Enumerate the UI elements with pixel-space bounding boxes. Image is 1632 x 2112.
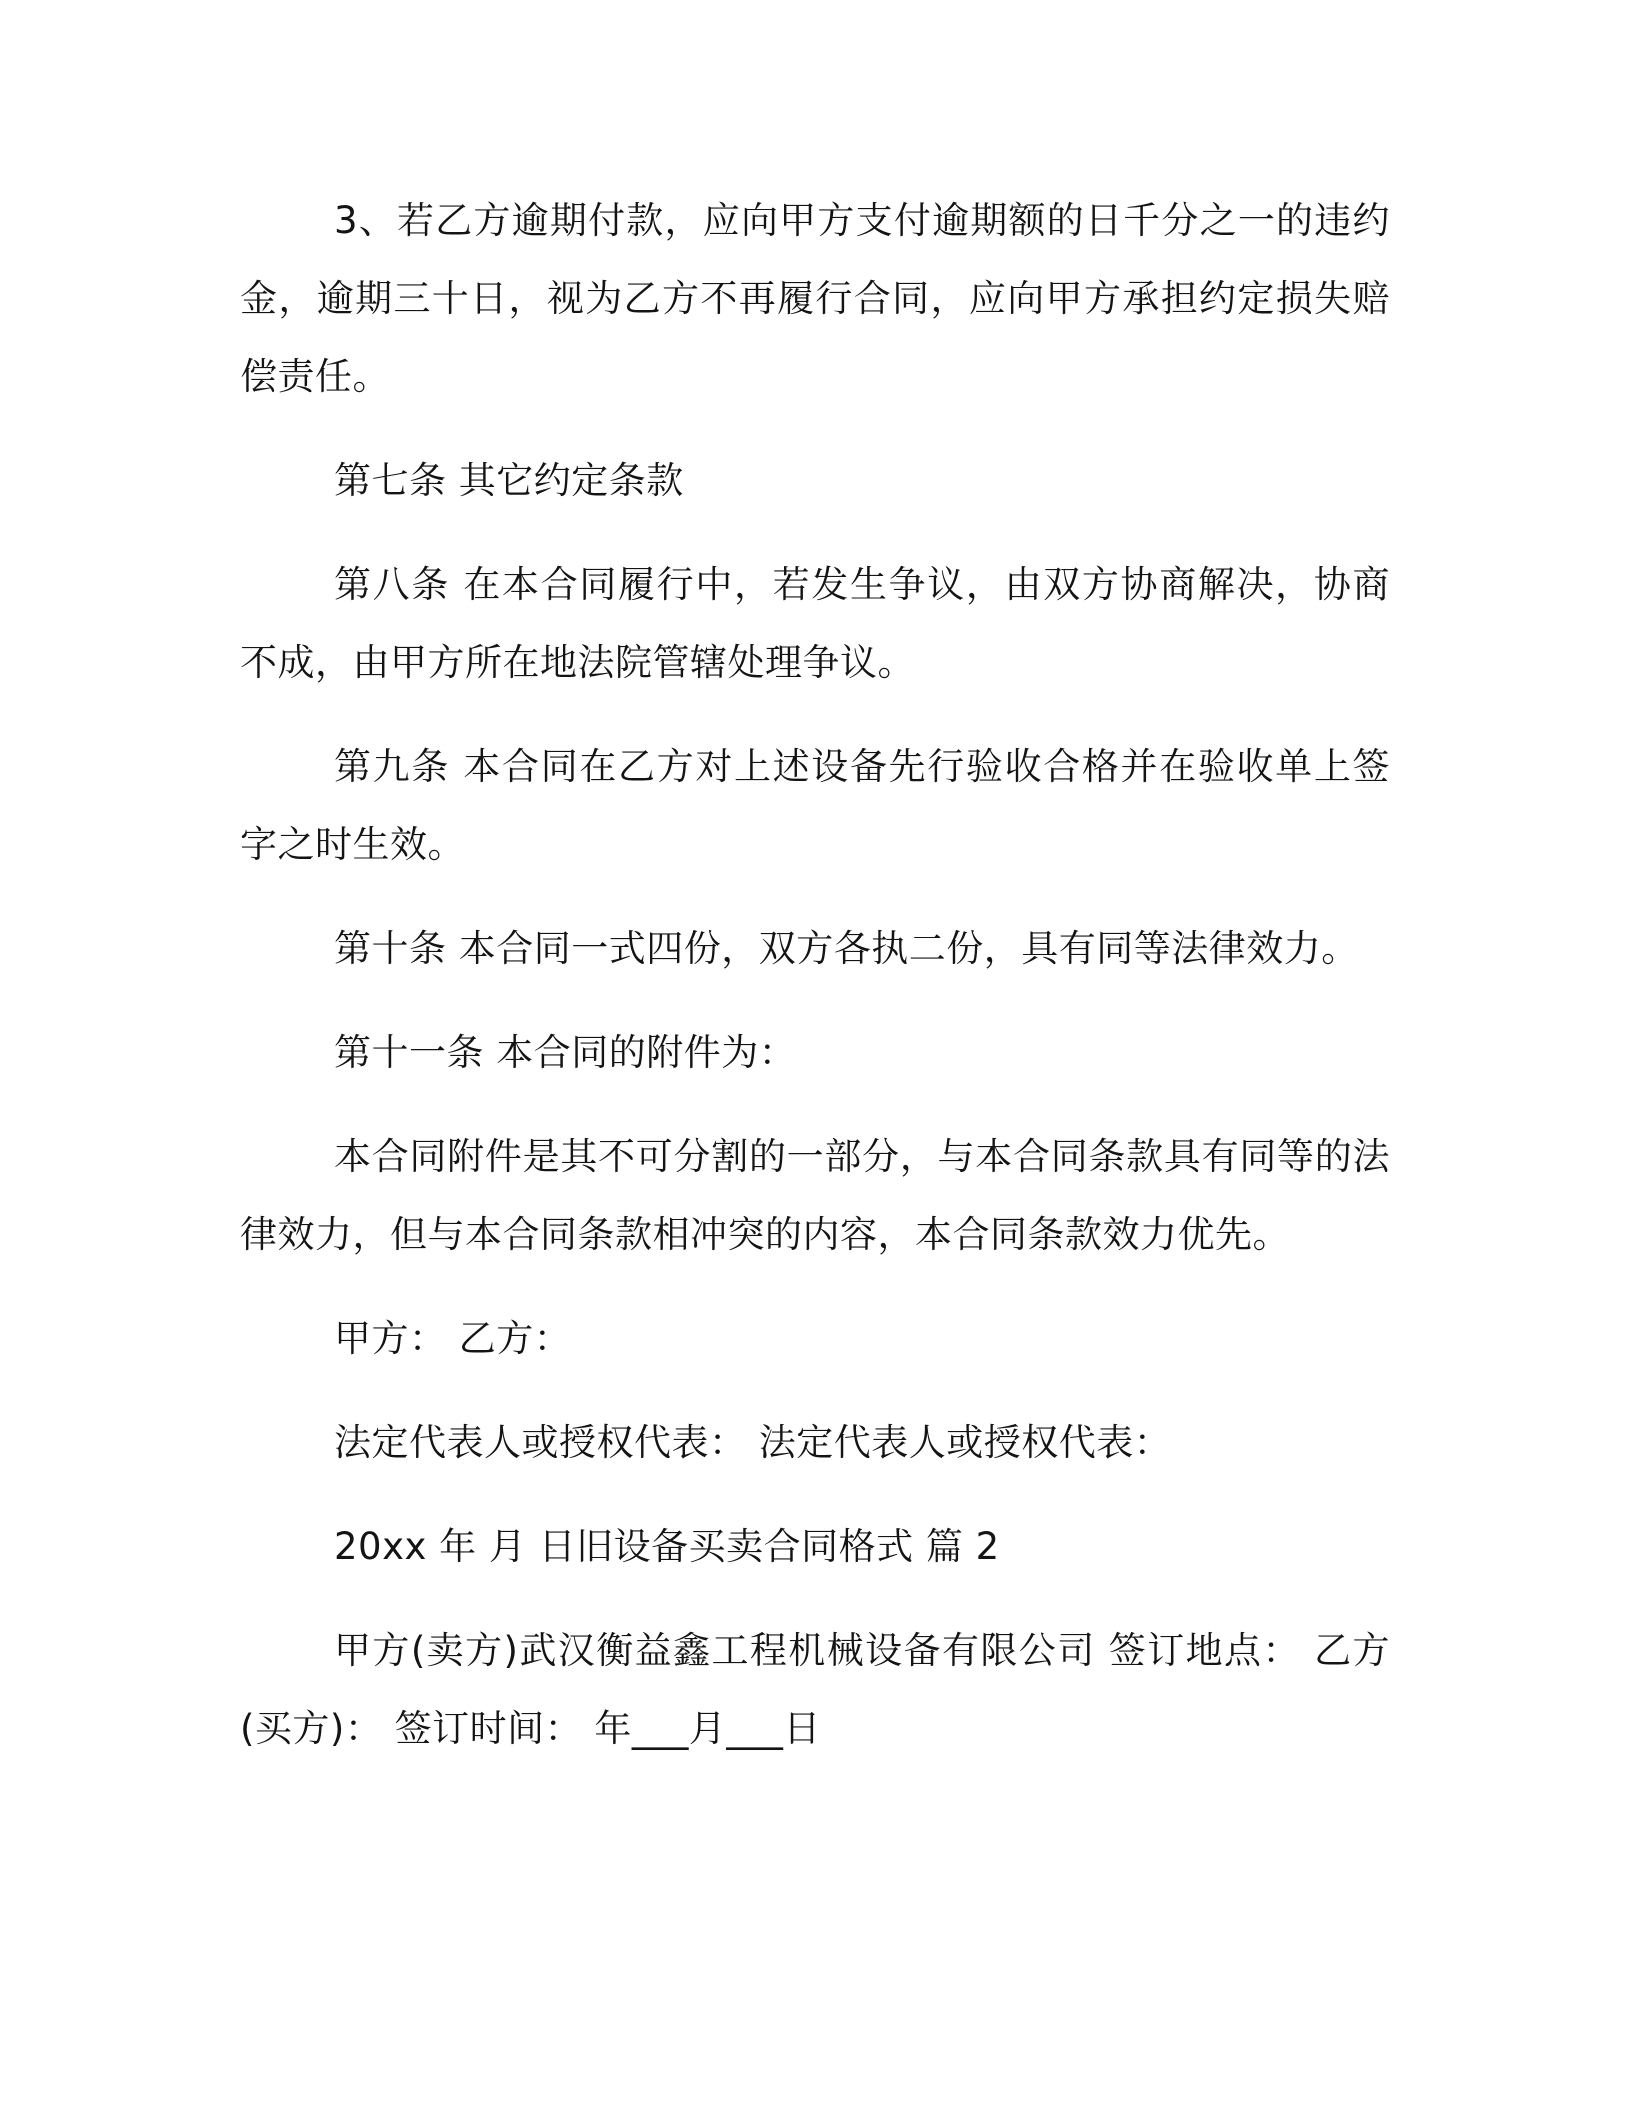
paragraph-late-payment: 3、若乙方逾期付款，应向甲方支付逾期额的日千分之一的违约金，逾期三十日，视为乙方不再履行合同，应向甲方承担约定损失赔偿责任。	[240, 199, 1390, 398]
paragraph-article-10: 第十条 本合同一式四份，双方各执二份，具有同等法律效力。	[334, 927, 1359, 970]
paragraph-parties: 甲方： 乙方：	[334, 1317, 572, 1360]
paragraph-article-8: 第八条 在本合同履行中，若发生争议，由双方协商解决，协商不成，由甲方所在地法院管辖处理争议。	[240, 563, 1390, 684]
paragraph-seller-buyer: 甲方(卖方)武汉衡益鑫工程机械设备有限公司 签订地点： 乙方(买方)： 签订时间： 年___月___日	[240, 1629, 1390, 1750]
paragraph-article-9: 第九条 本合同在乙方对上述设备先行验收合格并在验收单上签字之时生效。	[240, 745, 1390, 866]
paragraph-article-11: 第十一条 本合同的附件为：	[334, 1031, 797, 1074]
document-body	[240, 182, 1390, 1794]
paragraph-date-heading: 20xx 年 月 日旧设备买卖合同格式 篇 2	[334, 1525, 1000, 1568]
paragraph-representatives: 法定代表人或授权代表： 法定代表人或授权代表：	[334, 1421, 1172, 1464]
paragraph-attachments: 本合同附件是其不可分割的一部分，与本合同条款具有同等的法律效力，但与本合同条款相冲突的内容，本合同条款效力优先。	[240, 1135, 1390, 1256]
paragraph-article-7: 第七条 其它约定条款	[334, 459, 684, 502]
